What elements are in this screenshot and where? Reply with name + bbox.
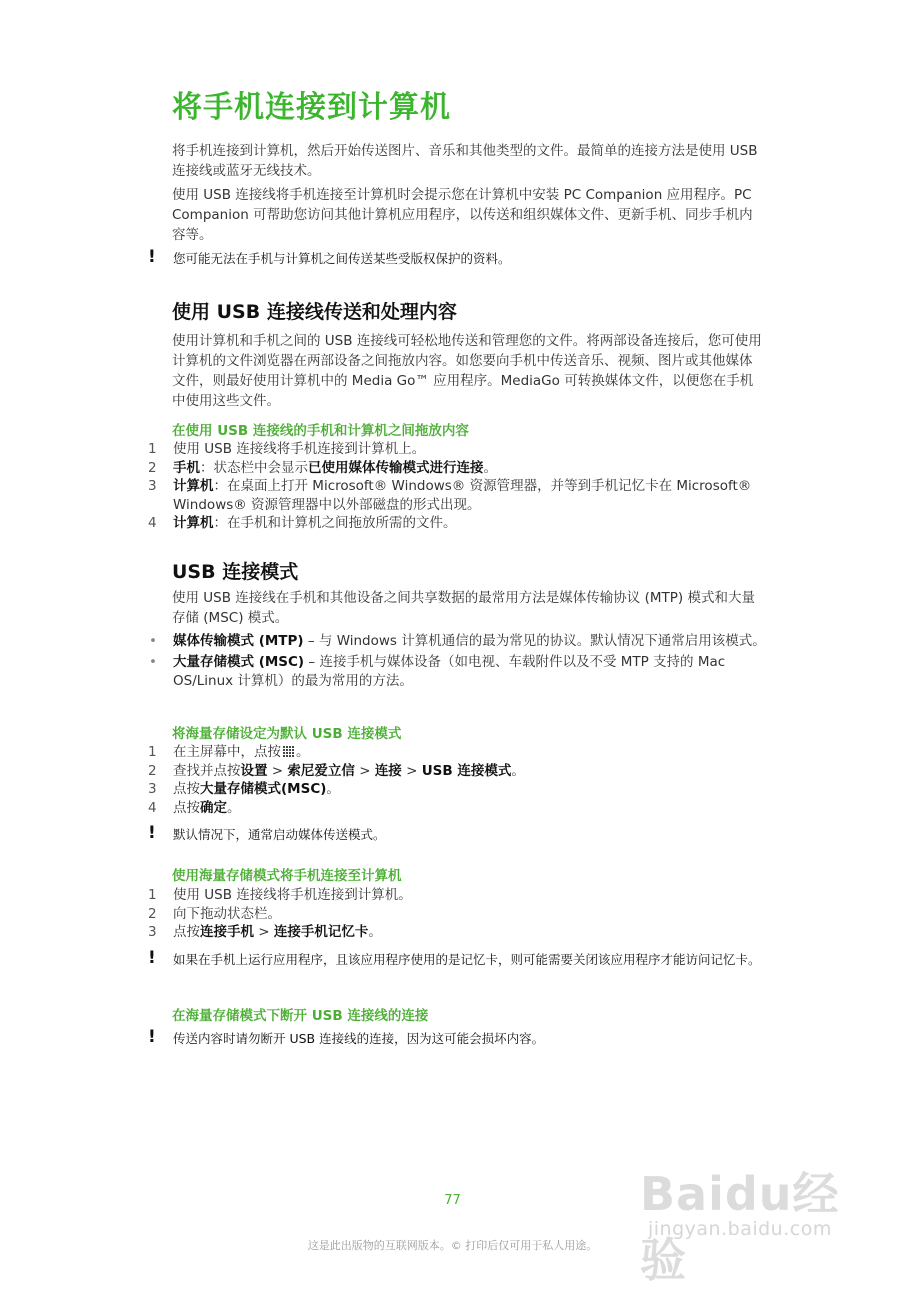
step-number: 2 <box>148 762 157 779</box>
step-item <box>146 905 766 924</box>
step-bold-text: 连接手机记忆卡 <box>273 924 369 940</box>
intro-paragraph-2: 使用 USB 连接线将手机连接至计算机时会提示您在计算机中安装 PC Companion 应用程序。PC Companion 可帮助您访问其他计算机应用程序，以传送和组织媒体文件、更新手机、同步手机内容等。 <box>172 187 753 243</box>
bullet-bold-text: 大量存储模式 (MSC) <box>173 654 305 670</box>
step-bold-text: 连接 <box>374 762 402 779</box>
section-usb-transfer-paragraph: 使用计算机和手机之间的 USB 连接线可轻松地传送和管理您的文件。将两部设备连接后，您可使用计算机的文件浏览器在两部设备之间拖放内容。如您要向手机中传送音乐、视频、图片或其他媒体文件，则最好使用计算机中的 Media Go™ 应用程序。MediaGo 可转换媒体文件，以便您在手机中使用这些文件。 <box>172 333 762 409</box>
section-heading-usb-transfer: 使用 USB 连接线传送和处理内容 <box>172 301 457 323</box>
procedure-heading-default-mode: 将海量存储设定为默认 USB 连接模式 <box>172 726 402 742</box>
steps-drag-drop <box>146 440 766 533</box>
step-text: 点按 <box>173 924 200 940</box>
step-separator: > <box>354 762 375 779</box>
step-text: 点按 <box>173 799 200 816</box>
list-item <box>146 653 766 691</box>
step-bold-text: USB 连接模式 <box>421 762 512 779</box>
step-text: 点按 <box>173 781 200 797</box>
step-text: 向下拖动状态栏。 <box>173 905 281 922</box>
step-number: 3 <box>148 924 157 940</box>
step-number: 3 <box>148 478 157 494</box>
exclamation-icon: ! <box>148 948 156 968</box>
step-text: 使用 USB 连接线将手机连接到计算机。 <box>173 887 412 903</box>
bullet-icon: • <box>149 654 157 670</box>
note-text: 默认情况下，通常启动媒体传送模式。 <box>173 827 386 842</box>
step-number: 2 <box>148 905 157 922</box>
bullet-text: – 连接手机与媒体设备（如电视、车载附件以及不受 MTP 支持的 Mac OS/Linux 计算机）的最为常用的方法。 <box>173 654 726 689</box>
step-separator: > <box>254 924 274 940</box>
step-item <box>146 886 766 905</box>
steps-default-mode <box>146 743 766 817</box>
exclamation-icon: ! <box>148 823 156 843</box>
note-text: 您可能无法在手机与计算机之间传送某些受版权保护的资料。 <box>173 251 511 266</box>
step-text: 。 <box>227 799 241 816</box>
steps-connect-msc <box>146 886 766 942</box>
step-bold-text: 确定 <box>200 799 227 816</box>
bullet-icon: • <box>149 633 157 649</box>
note-text: 如果在手机上运行应用程序，且该应用程序使用的是记忆卡，则可能需要关闭该应用程序才能访问记忆卡。 <box>173 952 761 967</box>
step-separator: > <box>267 762 288 779</box>
watermark-brand: Baidu经验 <box>640 1167 840 1287</box>
bullet-bold-text: 媒体传输模式 (MTP) <box>173 633 304 649</box>
intro-paragraph-1: 将手机连接到计算机，然后开始传送图片、音乐和其他类型的文件。最简单的连接方法是使用 USB 连接线或蓝牙无线技术。 <box>172 143 758 179</box>
procedure-heading-disconnect: 在海量存储模式下断开 USB 连接线的连接 <box>172 1008 429 1024</box>
step-item <box>146 514 766 533</box>
usb-mode-list <box>146 632 766 693</box>
page-number: 77 <box>444 1193 461 1208</box>
watermark-url: jingyan.baidu.com <box>648 1218 832 1240</box>
procedure-heading-connect-msc: 使用海量存储模式将手机连接至计算机 <box>172 868 402 884</box>
step-text: 查找并点按 <box>173 762 241 779</box>
step-bold-text: 计算机 <box>173 478 214 494</box>
step-bold-text: 设置 <box>240 762 268 779</box>
step-text: 。 <box>368 924 382 940</box>
step-item <box>146 459 766 478</box>
step-number: 4 <box>148 799 157 816</box>
step-number: 4 <box>148 515 157 531</box>
step-item <box>146 477 766 514</box>
step-text: ：在手机和计算机之间拖放所需的文件。 <box>213 515 457 531</box>
step-bold-text: 手机 <box>173 459 200 476</box>
app-grid-icon <box>283 746 294 757</box>
step-text: 在主屏幕中，点按 <box>173 744 281 760</box>
exclamation-icon: ! <box>148 247 156 267</box>
step-text: 。 <box>326 781 340 797</box>
step-item <box>146 743 766 762</box>
step-number: 2 <box>148 459 157 476</box>
procedure-heading-drag-drop: 在使用 USB 连接线的手机和计算机之间拖放内容 <box>172 423 469 439</box>
step-text: 。 <box>296 744 310 760</box>
step-item <box>146 923 766 942</box>
step-text: 。 <box>483 459 497 476</box>
step-separator: > <box>401 762 422 779</box>
step-item <box>146 762 766 781</box>
exclamation-icon: ! <box>148 1027 156 1047</box>
page-title: 将手机连接到计算机 <box>172 90 451 125</box>
step-bold-text: 计算机 <box>173 515 214 531</box>
step-text: 。 <box>511 762 525 779</box>
step-text: ：在桌面上打开 Microsoft® Windows® 资源管理器，并等到手机记忆卡在 Microsoft® Windows® 资源管理器中以外部磁盘的形式出现。 <box>173 478 752 513</box>
bullet-text: – 与 Windows 计算机通信的最为常见的协议。默认情况下通常启用该模式。 <box>303 633 766 649</box>
step-number: 3 <box>148 781 157 797</box>
step-bold-text: 索尼爱立信 <box>287 762 355 779</box>
list-item <box>146 632 766 651</box>
step-number: 1 <box>148 744 157 760</box>
section-usb-modes-paragraph: 使用 USB 连接线在手机和其他设备之间共享数据的最常用方法是媒体传输协议 (MTP) 模式和大量存储 (MSC) 模式。 <box>172 590 755 626</box>
step-bold-text: 已使用媒体传输模式进行连接 <box>308 459 484 476</box>
step-number: 1 <box>148 887 157 903</box>
step-text: ：状态栏中会显示 <box>200 459 308 476</box>
step-bold-text: 大量存储模式(MSC) <box>200 781 327 797</box>
step-number: 1 <box>148 441 157 457</box>
step-text: 使用 USB 连接线将手机连接到计算机上。 <box>173 441 426 457</box>
section-heading-usb-modes: USB 连接模式 <box>172 561 299 583</box>
note-text: 传送内容时请勿断开 USB 连接线的连接，因为这可能会损坏内容。 <box>173 1031 545 1046</box>
step-item <box>146 799 766 818</box>
step-item <box>146 440 766 459</box>
footer-notice: 这是此出版物的互联网版本。© 打印后仅可用于私人用途。 <box>307 1239 598 1252</box>
step-item <box>146 780 766 799</box>
step-bold-text: 连接手机 <box>200 924 254 940</box>
